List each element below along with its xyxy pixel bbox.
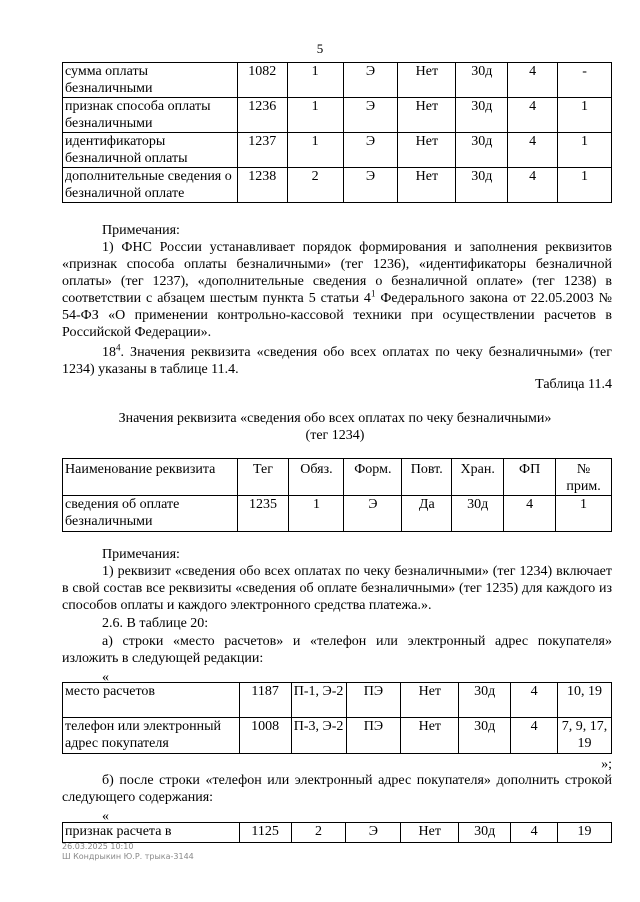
table-cell: 30д [456, 98, 508, 133]
table-cell: Э [343, 133, 398, 168]
table-row [63, 168, 612, 203]
table-cell: ПЭ [346, 683, 401, 718]
notes-2-title: Примечания: [102, 547, 180, 562]
table-cell: Нет [398, 133, 456, 168]
table-cell: 7, 9, 17, 19 [558, 718, 612, 754]
table-cell: 4 [508, 168, 558, 203]
table-row [63, 133, 612, 168]
table-cell: 19 [558, 823, 612, 843]
table-cell: 30д [459, 683, 511, 718]
table-11-4 [62, 458, 612, 532]
column-header: Форм. [344, 459, 402, 496]
table-cell: телефон или электронный адрес покупателя [63, 718, 240, 754]
table-row [63, 823, 612, 843]
notes-2-item-1: 1) реквизит «сведения обо всех оплатах по чеку безналичными» (тег 1234) включает в свой состав все реквизиты «сведения об оплате безналичными» (тег 1235) для каждого из способов оплаты и каждого электронного средства платежа.». [62, 564, 612, 613]
table-cell: 1238 [237, 168, 287, 203]
table-cell: Нет [398, 98, 456, 133]
table-top [62, 62, 612, 203]
table-cell: П-1, Э-2 [291, 683, 346, 718]
column-header: Повт. [402, 459, 452, 496]
table-cell: 1125 [239, 823, 291, 843]
table-cell: 4 [504, 496, 556, 532]
table-cell: 1236 [237, 98, 287, 133]
table-row [63, 496, 612, 532]
table-cell: Э [344, 496, 402, 532]
paragraph-2-6: 2.6. В таблице 20: [102, 616, 209, 631]
table-cell: 30д [456, 133, 508, 168]
notes-1-title: Примечания: [102, 223, 180, 238]
table-cell: 1 [558, 133, 612, 168]
table-cell: Э [343, 98, 398, 133]
table-row [63, 683, 612, 718]
table-cell: 4 [511, 718, 558, 754]
column-header: № прим. [556, 459, 612, 496]
table-header-row [63, 459, 612, 496]
table-cell: место расчетов [63, 683, 240, 718]
table-cell: Э [343, 63, 398, 98]
footer-line-2: Ш Кондрыкин Ю.Р. трыка-3144 [62, 852, 194, 861]
column-header: ФП [504, 459, 556, 496]
column-header: Тег [237, 459, 289, 496]
paragraph-a: а) строки «место расчетов» и «телефон или электронный адрес покупателя» изложить в следующей редакции: [62, 634, 612, 666]
table-row [63, 718, 612, 754]
table-20-replacement [62, 682, 612, 754]
table-cell: 1 [289, 496, 344, 532]
column-header: Наименование реквизита [63, 459, 238, 496]
table-cell: П-3, Э-2 [291, 718, 346, 754]
table-cell: Нет [401, 683, 459, 718]
table-cell: Нет [401, 823, 459, 843]
table-cell: 1 [556, 496, 612, 532]
footer-line-1: 26.03.2025 10:10 [62, 842, 134, 851]
table-cell: Э [343, 168, 398, 203]
paragraph-b: б) после строки «телефон или электронный адрес покупателя» дополнить строкой следующего содержания: [62, 773, 612, 805]
quote-open: « [102, 670, 109, 685]
quote-open-2: « [102, 809, 109, 824]
table-cell: 1 [287, 133, 343, 168]
paragraph-18-4: $18^4$. Значения реквизита «сведения обо всех оплатах по чеку безналичными» (тег 1234) указаны в таблице 11.4. [62, 342, 612, 377]
table-cell: сумма оплаты безналичными [63, 63, 238, 98]
table-cell: 2 [287, 168, 343, 203]
table-cell: 4 [508, 133, 558, 168]
table-cell: 1 [558, 98, 612, 133]
table-2-title: Значения реквизита «сведения обо всех оплатах по чеку безналичными» (тег 1234) [118, 411, 552, 443]
table-cell: 30д [456, 63, 508, 98]
table-cell: 1082 [237, 63, 287, 98]
table-cell: 1187 [239, 683, 291, 718]
table-cell: 30д [459, 718, 511, 754]
table-cell: 4 [511, 823, 558, 843]
table-row [63, 63, 612, 98]
table-cell: 10, 19 [558, 683, 612, 718]
table-cell: 1 [287, 98, 343, 133]
table-cell: 30д [456, 168, 508, 203]
table-cell: сведения об оплате безналичными [63, 496, 238, 532]
table-cell: признак способа оплаты безналичными [63, 98, 238, 133]
notes-2 [62, 546, 612, 686]
table-cell: 1235 [237, 496, 289, 532]
footer-stamp [62, 842, 194, 862]
table-cell: 1008 [239, 718, 291, 754]
column-header: Обяз. [289, 459, 344, 496]
table-cell: - [558, 63, 612, 98]
column-header: Хран. [452, 459, 504, 496]
table-cell: Нет [398, 168, 456, 203]
table-cell: идентификаторы безналичной оплаты [63, 133, 238, 168]
table-cell: Э [346, 823, 401, 843]
table-cell: 1 [558, 168, 612, 203]
table-cell: 30д [452, 496, 504, 532]
table-cell: Да [402, 496, 452, 532]
table-cell: 4 [511, 683, 558, 718]
table-cell: 4 [508, 98, 558, 133]
paragraph-b-block [62, 772, 612, 825]
table-cell: 30д [459, 823, 511, 843]
quote-close: »; [601, 757, 612, 772]
table-label: Таблица 11.4 [535, 377, 612, 392]
table-cell: 4 [508, 63, 558, 98]
table-cell: 2 [291, 823, 346, 843]
notes-1-item-1: 1) ФНС России устанавливает порядок формирования и заполнения реквизитов «признак способа оплаты безналичными» (тег 1236), «идентификаторы безналичной оплаты» (тег 1237), «дополнительные сведения о безналичной оплате» (тег 1238) в соответствии с абзацем шестым пункта 5 статьи $4^1$ Федерального закона от 22.05.2003 № 54-ФЗ «О применении контрольно-кассовой техники при осуществлении расчетов в Российской Федерации». [62, 240, 612, 340]
table-cell: Нет [401, 718, 459, 754]
table-cell: признак расчета в [63, 823, 240, 843]
table-20-addition [62, 822, 612, 843]
table-row [63, 98, 612, 133]
table-cell: Нет [398, 63, 456, 98]
table-cell: ПЭ [346, 718, 401, 754]
table-cell: 1 [287, 63, 343, 98]
table-cell: 1237 [237, 133, 287, 168]
table-cell: дополнительные сведения о безналичной оплате [63, 168, 238, 203]
notes-1 [62, 222, 612, 378]
page-number: 5 [316, 41, 324, 56]
